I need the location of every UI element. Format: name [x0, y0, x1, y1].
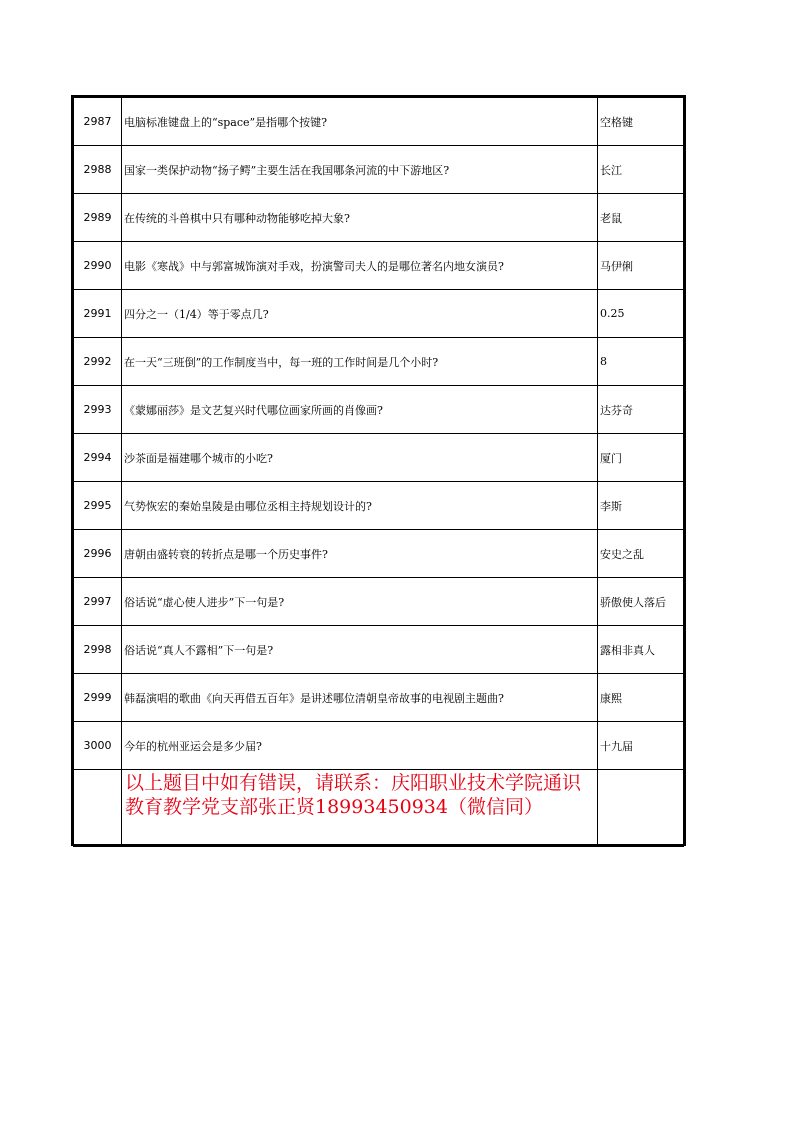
table-row: [74, 338, 684, 386]
table-row: [74, 674, 684, 722]
question-number: 2994: [74, 434, 122, 482]
question-text: 今年的杭州亚运会是多少届?: [122, 722, 598, 770]
answer-text: 老鼠: [598, 194, 684, 242]
empty-cell: [598, 770, 684, 847]
contact-note: 以上题目中如有错误，请联系：庆阳职业技术学院通识教育教学党支部张正贤18993450934（微信同）: [125, 772, 582, 818]
question-text: 气势恢宏的秦始皇陵是由哪位丞相主持规划设计的?: [122, 482, 598, 530]
answer-text: 0.25: [598, 290, 684, 338]
answer-text: 厦门: [598, 434, 684, 482]
empty-cell: [74, 770, 122, 847]
question-text: 唐朝由盛转衰的转折点是哪一个历史事件?: [122, 530, 598, 578]
answer-text: 李斯: [598, 482, 684, 530]
question-number: 2996: [74, 530, 122, 578]
question-number: 2991: [74, 290, 122, 338]
quiz-table: [73, 97, 684, 847]
answer-text: 长江: [598, 146, 684, 194]
question-text: 电影《寒战》中与郭富城饰演对手戏，扮演警司夫人的是哪位著名内地女演员?: [122, 242, 598, 290]
question-number: 2989: [74, 194, 122, 242]
table-row: [74, 146, 684, 194]
question-number: 2992: [74, 338, 122, 386]
question-text: 俗话说“真人不露相”下一句是?: [122, 626, 598, 674]
question-text: 在一天“三班倒”的工作制度当中，每一班的工作时间是几个小时?: [122, 338, 598, 386]
question-text: 《蒙娜丽莎》是文艺复兴时代哪位画家所画的肖像画?: [122, 386, 598, 434]
table-row: [74, 386, 684, 434]
answer-text: 马伊俐: [598, 242, 684, 290]
question-number: 2987: [74, 98, 122, 146]
table-row: [74, 722, 684, 770]
question-text: 在传统的斗兽棋中只有哪种动物能够吃掉大象?: [122, 194, 598, 242]
answer-text: 达芬奇: [598, 386, 684, 434]
table-row: [74, 242, 684, 290]
table-row: [74, 482, 684, 530]
question-text: 国家一类保护动物“扬子鳄”主要生活在我国哪条河流的中下游地区?: [122, 146, 598, 194]
question-text: 沙茶面是福建哪个城市的小吃?: [122, 434, 598, 482]
answer-text: 骄傲使人落后: [598, 578, 684, 626]
question-number: 2993: [74, 386, 122, 434]
question-number: 2997: [74, 578, 122, 626]
table-row: [74, 194, 684, 242]
question-number: 2998: [74, 626, 122, 674]
answer-text: 空格键: [598, 98, 684, 146]
table-row: [74, 530, 684, 578]
question-text: 俗话说“虚心使人进步”下一句是?: [122, 578, 598, 626]
question-number: 2995: [74, 482, 122, 530]
question-number: 3000: [74, 722, 122, 770]
contact-note-cell: [122, 770, 598, 847]
answer-text: 康熙: [598, 674, 684, 722]
answer-text: 十九届: [598, 722, 684, 770]
table-row: [74, 290, 684, 338]
question-number: 2999: [74, 674, 122, 722]
table-row: [74, 626, 684, 674]
answer-text: 8: [598, 338, 684, 386]
table-row: [74, 98, 684, 146]
question-text: 韩磊演唱的歌曲《向天再借五百年》是讲述哪位清朝皇帝故事的电视剧主题曲?: [122, 674, 598, 722]
quiz-table-container: [71, 95, 686, 846]
question-text: 电脑标准键盘上的“space”是指哪个按键?: [122, 98, 598, 146]
question-text: 四分之一（1/4）等于零点几?: [122, 290, 598, 338]
contact-note-row: [74, 770, 684, 847]
answer-text: 安史之乱: [598, 530, 684, 578]
table-row: [74, 578, 684, 626]
table-row: [74, 434, 684, 482]
question-number: 2990: [74, 242, 122, 290]
answer-text: 露相非真人: [598, 626, 684, 674]
question-number: 2988: [74, 146, 122, 194]
